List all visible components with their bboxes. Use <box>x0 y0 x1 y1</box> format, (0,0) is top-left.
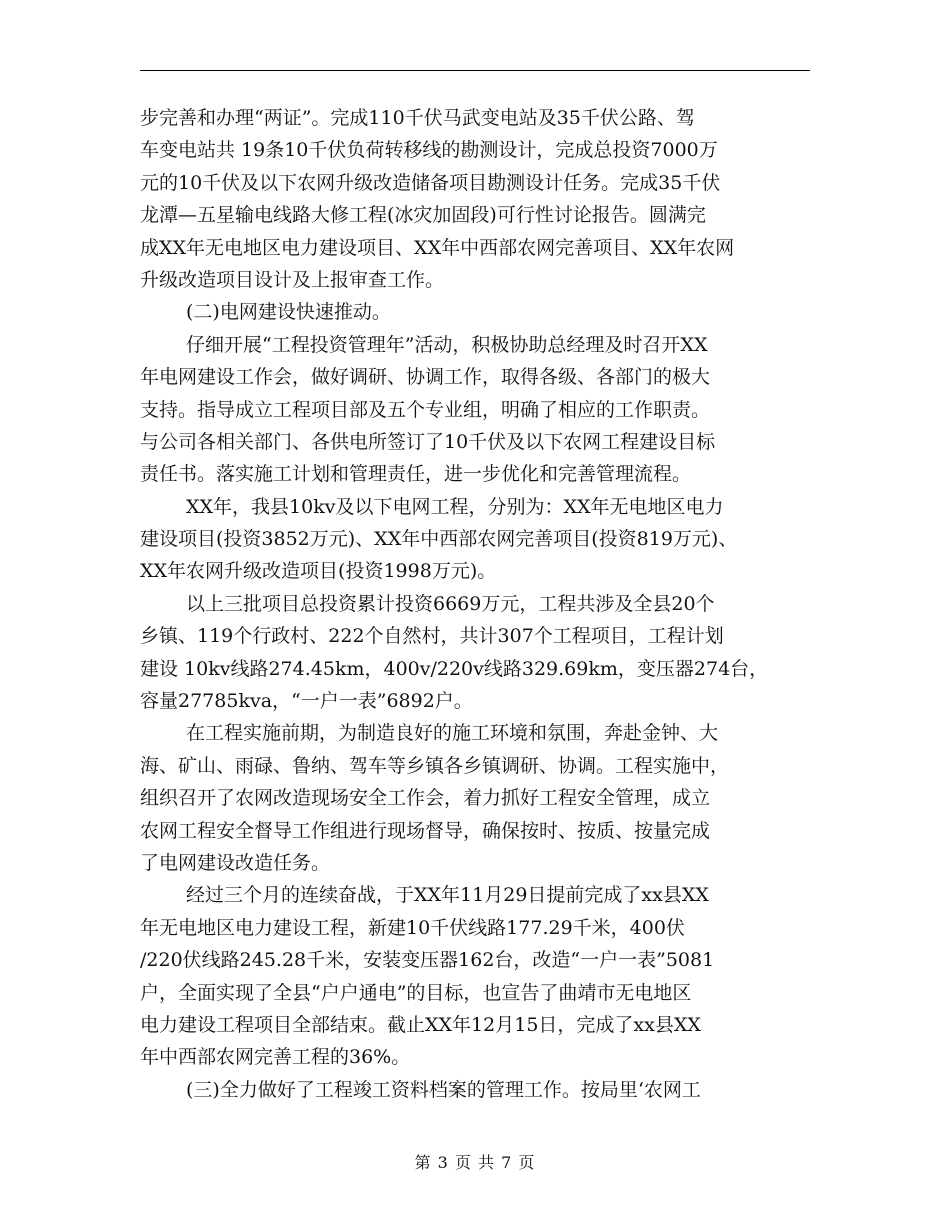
text-line: 年电网建设工作会，做好调研、协调工作，取得各级、各部门的极大 <box>140 366 711 389</box>
paragraph-first-line: 在工程实施前期，为制造良好的施工环境和氛围，奔赴金钟、大 <box>186 722 719 745</box>
paragraph-first-line: (二)电网建设快速推动。 <box>186 301 391 324</box>
text-line: 车变电站共 19条10千伏负荷转移线的勘测设计，完成总投资7000万 <box>140 139 718 162</box>
paragraph-first-line: 仔细开展“工程投资管理年”活动，积极协助总经理及时召开XX <box>186 333 708 356</box>
text-line: XX年农网升级改造项目(投资1998万元)。 <box>140 560 497 583</box>
paragraph-first-line: 经过三个月的连续奋战，于XX年11月29日提前完成了xx县XX <box>186 884 709 907</box>
text-line: 电力建设工程项目全部结束。截止XX年12月15日，完成了xx县XX <box>140 1013 701 1036</box>
text-line: 海、矿山、雨碌、鲁纳、驾车等乡镇各乡镇调研、协调。工程实施中， <box>140 754 730 777</box>
text-line: 乡镇、119个行政村、222个自然村，共计307个工程项目，工程计划 <box>140 625 724 648</box>
text-line: 成XX年无电地区电力建设项目、XX年中西部农网完善项目、XX年农网 <box>140 236 735 259</box>
text-line: 建设 10kv线路274.45km，400v/220v线路329.69km，变压器274台， <box>140 657 769 680</box>
text-line: 农网工程安全督导工作组进行现场督导，确保按时、按质、按量完成 <box>140 819 711 842</box>
document-body <box>140 102 810 1106</box>
paragraph-first-line: 以上三批项目总投资累计投资6669万元，工程共涉及全县20个 <box>186 592 715 615</box>
text-line: 龙潭—五星输电线路大修工程(冰灾加固段)可行性讨论报告。圆满完 <box>140 204 706 227</box>
paragraph-first-line: XX年，我县10kv及以下电网工程，分别为：XX年无电地区电力 <box>186 495 724 518</box>
page-number-footer: 第 3 页 共 7 页 <box>414 1153 536 1172</box>
text-line: 升级改造项目设计及上报审查工作。 <box>140 268 445 291</box>
text-line: /220伏线路245.28千米，安装变压器162台，改造“一户一表”5081 <box>140 949 715 972</box>
text-line: 容量27785kva，“一户一表”6892户。 <box>140 690 473 713</box>
text-line: 元的10千伏及以下农网升级改造储备项目勘测设计任务。完成35千伏 <box>140 171 721 194</box>
paragraph-first-line: (三)全力做好了工程竣工资料档案的管理工作。按局里‘农网工 <box>186 1078 701 1101</box>
header-rule <box>140 70 810 71</box>
text-line: 支持。指导成立工程项目部及五个专业组，明确了相应的工作职责。 <box>140 398 711 421</box>
text-line: 年中西部农网完善工程的36%。 <box>140 1046 411 1069</box>
text-line: 责任书。落实施工计划和管理责任，进一步优化和完善管理流程。 <box>140 463 692 486</box>
text-line: 与公司各相关部门、各供电所签订了10千伏及以下农网工程建设目标 <box>140 430 716 453</box>
text-line: 建设项目(投资3852万元)、XX年中西部农网完善项目(投资819万元)、 <box>140 528 738 551</box>
text-line: 年无电地区电力建设工程，新建10千伏线路177.29千米，400伏 <box>140 916 685 939</box>
text-line: 户，全面实现了全县“户户通电”的目标，也宣告了曲靖市无电地区 <box>140 981 692 1004</box>
text-line: 步完善和办理“两证”。完成110千伏马武变电站及35千伏公路、驾 <box>140 107 695 129</box>
text-line: 了电网建设改造任务。 <box>140 851 331 874</box>
text-line: 组织召开了农网改造现场安全工作会，着力抓好工程安全管理，成立 <box>140 787 711 810</box>
